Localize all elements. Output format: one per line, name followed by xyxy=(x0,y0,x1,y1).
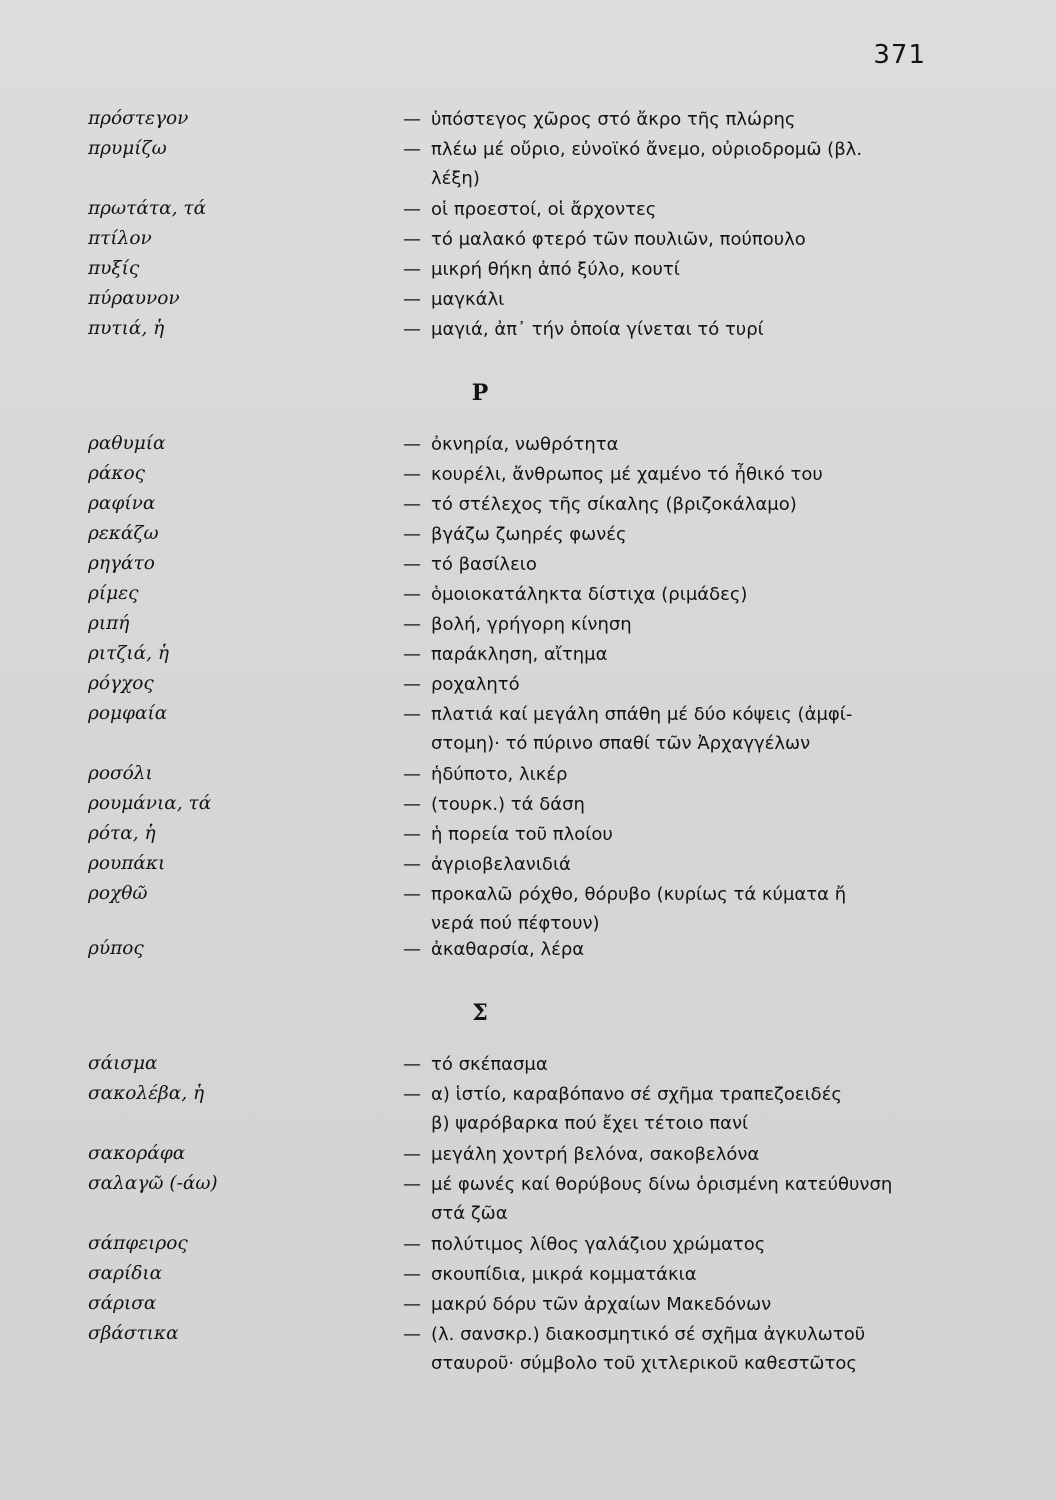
definition-line xyxy=(403,935,933,964)
em-dash: — xyxy=(403,854,421,875)
definition-text: τό μαλακό φτερό τῶν πουλιῶν, πούπουλο xyxy=(431,229,806,250)
definition-text: τό βασίλειο xyxy=(431,554,537,575)
entry-term: πρωτάτα, τά xyxy=(88,198,207,219)
definition-text: προκαλῶ ρόχθο, θόρυβο (κυρίως τά κύματα ἤ xyxy=(431,884,847,905)
definition-text: ὑπόστεγος χῶρος στό ἄκρο τῆς πλώρης xyxy=(431,109,796,130)
definition-line xyxy=(403,195,933,224)
entry-definition xyxy=(403,1170,933,1228)
definition-text: παράκληση, αἴτημα xyxy=(431,644,608,665)
definition-text: πλατιά καί μεγάλη σπάθη μέ δύο κόψεις (ἀμφί- xyxy=(431,704,853,725)
definition-text: μαγκάλι xyxy=(431,289,505,310)
em-dash: — xyxy=(403,524,421,545)
em-dash: — xyxy=(403,1264,421,1285)
entry-term: σάισμα xyxy=(88,1053,158,1074)
entry-term: σαλαγῶ (-άω) xyxy=(88,1173,218,1194)
definition-line xyxy=(403,580,933,609)
em-dash: — xyxy=(403,434,421,455)
definition-line xyxy=(403,1109,933,1138)
definition-line xyxy=(403,135,933,164)
entry-definition xyxy=(403,225,933,254)
em-dash: — xyxy=(403,704,421,725)
definition-text: οἱ προεστοί, οἱ ἄρχοντες xyxy=(431,199,657,220)
definition-text: (τουρκ.) τά δάση xyxy=(431,794,585,815)
definition-text: στομη)· τό πύρινο σπαθί τῶν Ἀρχαγγέλων xyxy=(431,733,811,754)
entry-term: ρουπάκι xyxy=(88,853,166,874)
entry-definition xyxy=(403,820,933,849)
em-dash: — xyxy=(403,794,421,815)
definition-text: (λ. σανσκρ.) διακοσμητικό σέ σχῆμα ἀγκυλωτοῦ xyxy=(431,1324,866,1345)
em-dash: — xyxy=(403,764,421,785)
em-dash: — xyxy=(403,824,421,845)
entry-definition xyxy=(403,1050,933,1079)
definition-text: μέ φωνές καί θορύβους δίνω ὁρισμένη κατεύθυνση xyxy=(431,1174,893,1195)
entry-definition xyxy=(403,490,933,519)
definition-line xyxy=(403,760,933,789)
entry-term: πυτιά, ἡ xyxy=(88,318,165,339)
entry-term: σακολέβα, ἡ xyxy=(88,1083,205,1104)
definition-text: βγάζω ζωηρές φωνές xyxy=(431,524,627,545)
definition-text: τό στέλεχος τῆς σίκαλης (βριζοκάλαμο) xyxy=(431,494,797,515)
em-dash: — xyxy=(403,644,421,665)
entry-term: ριπή xyxy=(88,613,130,634)
entry-term: ρουμάνια, τά xyxy=(88,793,212,814)
entry-definition xyxy=(403,1320,933,1378)
entry-definition xyxy=(403,430,933,459)
definition-line xyxy=(403,850,933,879)
definition-line xyxy=(403,1199,933,1228)
entry-term: ροσόλι xyxy=(88,763,153,784)
definition-text: βολή, γρήγορη κίνηση xyxy=(431,614,632,635)
definition-text: μακρύ δόρυ τῶν ἀρχαίων Μακεδόνων xyxy=(431,1294,772,1315)
em-dash: — xyxy=(403,584,421,605)
entry-definition xyxy=(403,520,933,549)
definition-text: ἡδύποτο, λικέρ xyxy=(431,764,568,785)
entry-term: ράκος xyxy=(88,463,145,484)
entry-definition xyxy=(403,315,933,344)
definition-line xyxy=(403,700,933,729)
definition-text: νερά πού πέφτουν) xyxy=(431,913,600,934)
definition-line xyxy=(403,790,933,819)
definition-line xyxy=(403,1320,933,1349)
entry-term: σάπφειρος xyxy=(88,1233,188,1254)
definition-line xyxy=(403,490,933,519)
entry-definition xyxy=(403,760,933,789)
definition-line xyxy=(403,909,933,938)
entry-term: ρύπος xyxy=(88,938,144,959)
section-letter: Σ xyxy=(472,1000,488,1026)
entry-definition xyxy=(403,790,933,819)
definition-line xyxy=(403,880,933,909)
definition-line xyxy=(403,640,933,669)
em-dash: — xyxy=(403,1084,421,1105)
em-dash: — xyxy=(403,1174,421,1195)
entry-definition xyxy=(403,285,933,314)
entry-definition xyxy=(403,640,933,669)
em-dash: — xyxy=(403,554,421,575)
entry-term: σαρίδια xyxy=(88,1263,163,1284)
entry-term: ραθυμία xyxy=(88,433,166,454)
section-letter: Ρ xyxy=(471,380,489,406)
definition-line xyxy=(403,729,933,758)
entry-definition xyxy=(403,935,933,964)
definition-line xyxy=(403,225,933,254)
entry-term: ρόγχος xyxy=(88,673,154,694)
em-dash: — xyxy=(403,939,421,960)
em-dash: — xyxy=(403,494,421,515)
entry-term: ρίμες xyxy=(88,583,139,604)
definition-line xyxy=(403,1050,933,1079)
definition-line xyxy=(403,430,933,459)
entry-term: ριτζιά, ἡ xyxy=(88,643,169,664)
definition-line xyxy=(403,285,933,314)
entry-term: ραφίνα xyxy=(88,493,156,514)
entry-term: ρηγάτο xyxy=(88,553,155,574)
definition-text: κουρέλι, ἄνθρωπος μέ χαμένο τό ἦθικό του xyxy=(431,464,823,485)
entry-term: πρυμίζω xyxy=(88,138,167,159)
definition-text: μικρή θήκη ἀπό ξύλο, κουτί xyxy=(431,259,680,280)
em-dash: — xyxy=(403,289,421,310)
definition-text: α) ἱστίο, καραβόπανο σέ σχῆμα τραπεζοειδές xyxy=(431,1084,842,1105)
em-dash: — xyxy=(403,674,421,695)
definition-text: ὀκνηρία, νωθρότητα xyxy=(431,434,619,455)
definition-text: πολύτιμος λίθος γαλάζιου χρώματος xyxy=(431,1234,766,1255)
entry-definition xyxy=(403,1230,933,1259)
page-number: 371 xyxy=(873,40,926,70)
em-dash: — xyxy=(403,259,421,280)
entry-term: πυξίς xyxy=(88,258,140,279)
em-dash: — xyxy=(403,319,421,340)
definition-line xyxy=(403,105,933,134)
entry-definition xyxy=(403,135,933,193)
entry-definition xyxy=(403,1140,933,1169)
entry-definition xyxy=(403,460,933,489)
em-dash: — xyxy=(403,139,421,160)
definition-line xyxy=(403,315,933,344)
definition-line xyxy=(403,550,933,579)
definition-text: ὁμοιοκατάληκτα δίστιχα (ριμάδες) xyxy=(431,584,748,605)
definition-line xyxy=(403,670,933,699)
entry-definition xyxy=(403,700,933,758)
em-dash: — xyxy=(403,1054,421,1075)
definition-line xyxy=(403,520,933,549)
definition-line xyxy=(403,1230,933,1259)
em-dash: — xyxy=(403,1234,421,1255)
entry-definition xyxy=(403,880,933,938)
definition-line xyxy=(403,460,933,489)
entry-term: ρομφαία xyxy=(88,703,168,724)
entry-definition xyxy=(403,550,933,579)
entry-definition xyxy=(403,195,933,224)
definition-line xyxy=(403,1170,933,1199)
em-dash: — xyxy=(403,229,421,250)
entry-definition xyxy=(403,105,933,134)
definition-text: σταυροῦ· σύμβολο τοῦ χιτλερικοῦ καθεστῶτος xyxy=(431,1353,857,1374)
em-dash: — xyxy=(403,1294,421,1315)
entry-definition xyxy=(403,670,933,699)
definition-text: ἡ πορεία τοῦ πλοίου xyxy=(431,824,613,845)
definition-text: σκουπίδια, μικρά κομματάκια xyxy=(431,1264,697,1285)
entry-term: πτίλον xyxy=(88,228,152,249)
entry-definition xyxy=(403,580,933,609)
entry-term: σάρισα xyxy=(88,1293,157,1314)
em-dash: — xyxy=(403,614,421,635)
entry-term: ρότα, ἡ xyxy=(88,823,156,844)
em-dash: — xyxy=(403,1324,421,1345)
em-dash: — xyxy=(403,199,421,220)
em-dash: — xyxy=(403,1144,421,1165)
em-dash: — xyxy=(403,464,421,485)
definition-text: στά ζῶα xyxy=(431,1203,508,1224)
definition-line xyxy=(403,164,933,193)
definition-text: πλέω μέ οὔριο, εὐνοϊκό ἄνεμο, οὐριοδρομῶ (βλ. xyxy=(431,139,863,160)
entry-definition xyxy=(403,1290,933,1319)
definition-text: μεγάλη χοντρή βελόνα, σακοβελόνα xyxy=(431,1144,760,1165)
definition-text: τό σκέπασμα xyxy=(431,1054,548,1075)
entry-definition xyxy=(403,1080,933,1138)
entry-definition xyxy=(403,255,933,284)
entry-definition xyxy=(403,1260,933,1289)
entry-definition xyxy=(403,610,933,639)
entry-definition xyxy=(403,850,933,879)
entry-term: σβάστικα xyxy=(88,1323,179,1344)
definition-text: μαγιά, ἀπ᾽ τήν ὁποία γίνεται τό τυρί xyxy=(431,319,764,340)
entry-term: ροχθῶ xyxy=(88,883,148,904)
em-dash: — xyxy=(403,884,421,905)
definition-text: ἀγριοβελανιδιά xyxy=(431,854,571,875)
definition-line xyxy=(403,1290,933,1319)
definition-line xyxy=(403,1080,933,1109)
definition-line xyxy=(403,820,933,849)
entry-term: σακοράφα xyxy=(88,1143,186,1164)
entry-term: πύραυνον xyxy=(88,288,180,309)
definition-line xyxy=(403,1140,933,1169)
entry-term: πρόστεγον xyxy=(88,108,189,129)
definition-text: ἀκαθαρσία, λέρα xyxy=(431,939,585,960)
definition-line xyxy=(403,1349,933,1378)
definition-line xyxy=(403,1260,933,1289)
entry-term: ρεκάζω xyxy=(88,523,159,544)
definition-line xyxy=(403,610,933,639)
definition-text: β) ψαρόβαρκα πού ἔχει τέτοιο πανί xyxy=(431,1113,749,1134)
definition-text: λέξη) xyxy=(431,168,480,189)
em-dash: — xyxy=(403,109,421,130)
definition-line xyxy=(403,255,933,284)
definition-text: ροχαλητό xyxy=(431,674,520,695)
